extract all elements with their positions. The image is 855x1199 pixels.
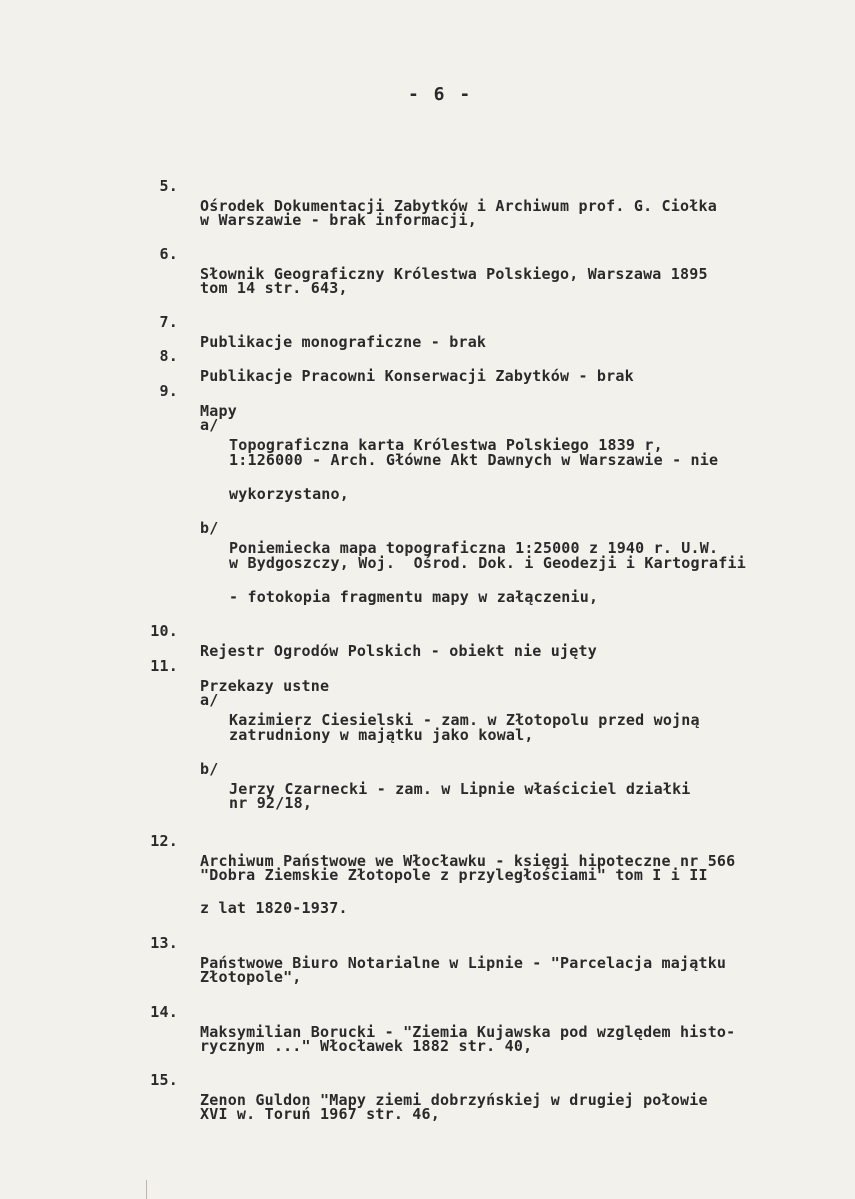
sub-entry-label: b/ <box>200 519 219 537</box>
entry-text: - fotokopia fragmentu mapy w załączeniu, <box>229 588 599 606</box>
entry-number: 9. <box>159 382 178 400</box>
entry-number: 6. <box>159 245 178 263</box>
entry-text: XVI w. Toruń 1967 str. 46, <box>200 1105 440 1123</box>
entry-text: "Dobra Ziemskie Złotopole z przyległościami" tom I i II <box>200 866 708 884</box>
entry-text: Publikacje Pracowni Konserwacji Zabytków - brak <box>200 367 634 385</box>
entry-text: Zenon Guldon "Mapy ziemi dobrzyńskiej w drugiej połowie <box>200 1091 708 1109</box>
entry-text: tom 14 str. 643, <box>200 279 348 297</box>
entry-text: Archiwum Państwowe we Włocławku - księgi hipoteczne nr 566 <box>200 852 736 870</box>
entry-text: rycznym ..." Włocławek 1882 str. 40, <box>200 1037 533 1055</box>
entry-text: Złotopole", <box>200 968 302 986</box>
entry-text: Rejestr Ogrodów Polskich - obiekt nie ujęty <box>200 642 597 660</box>
sub-entry-label: b/ <box>200 760 219 778</box>
entry-text: Ośrodek Dokumentacji Zabytków i Archiwum prof. G. Ciołka <box>200 197 717 215</box>
entry-number: 10. <box>150 622 178 640</box>
entry-text: Przekazy ustne <box>200 677 330 695</box>
entry-number: 11. <box>150 657 178 675</box>
entry-text: wykorzystano, <box>229 485 349 503</box>
entry-text: Topograficzna karta Królestwa Polskiego 1839 r, <box>229 436 663 454</box>
entry-number: 13. <box>150 934 178 952</box>
entry-text: Kazimierz Ciesielski - zam. w Złotopolu przed wojną <box>229 711 700 729</box>
sub-entry-label: a/ <box>200 416 219 434</box>
entry-text: zatrudniony w majątku jako kowal, <box>229 726 534 744</box>
entry-text: Publikacje monograficzne - brak <box>200 333 487 351</box>
entry-text: w Warszawie - brak informacji, <box>200 211 477 229</box>
entry-text: w Bydgoszczy, Woj. Ośrod. Dok. i Geodezji i Kartografii <box>229 554 746 572</box>
entry-number: 12. <box>150 832 178 850</box>
entry-number: 15. <box>150 1071 178 1089</box>
entry-text: Jerzy Czarnecki - zam. w Lipnie właściciel działki <box>229 780 691 798</box>
entry-number: 8. <box>159 347 178 365</box>
entry-text: 1:126000 - Arch. Główne Akt Dawnych w Warszawie - nie <box>229 451 719 469</box>
entry-text: Państwowe Biuro Notarialne w Lipnie - "Parcelacja majątku <box>200 954 727 972</box>
entry-text: Mapy <box>200 402 237 420</box>
entry-text: Poniemiecka mapa topograficzna 1:25000 z 1940 r. U.W. <box>229 539 719 557</box>
entry-text: nr 92/18, <box>229 794 313 812</box>
sub-entry-label: a/ <box>200 691 219 709</box>
entry-number: 7. <box>159 313 178 331</box>
entry-text: z lat 1820-1937. <box>200 899 348 917</box>
page-number: - 6 - <box>408 84 473 105</box>
entry-number: 14. <box>150 1003 178 1021</box>
entry-text: Słownik Geograficzny Królestwa Polskiego, Warszawa 1895 <box>200 265 708 283</box>
entry-15-cont <box>0 1084 440 1144</box>
entry-text: Maksymilian Borucki - "Ziemia Kujawska pod względem histo- <box>200 1023 736 1041</box>
entry-number: 5. <box>159 177 178 195</box>
page-edge-mark <box>146 1180 147 1199</box>
